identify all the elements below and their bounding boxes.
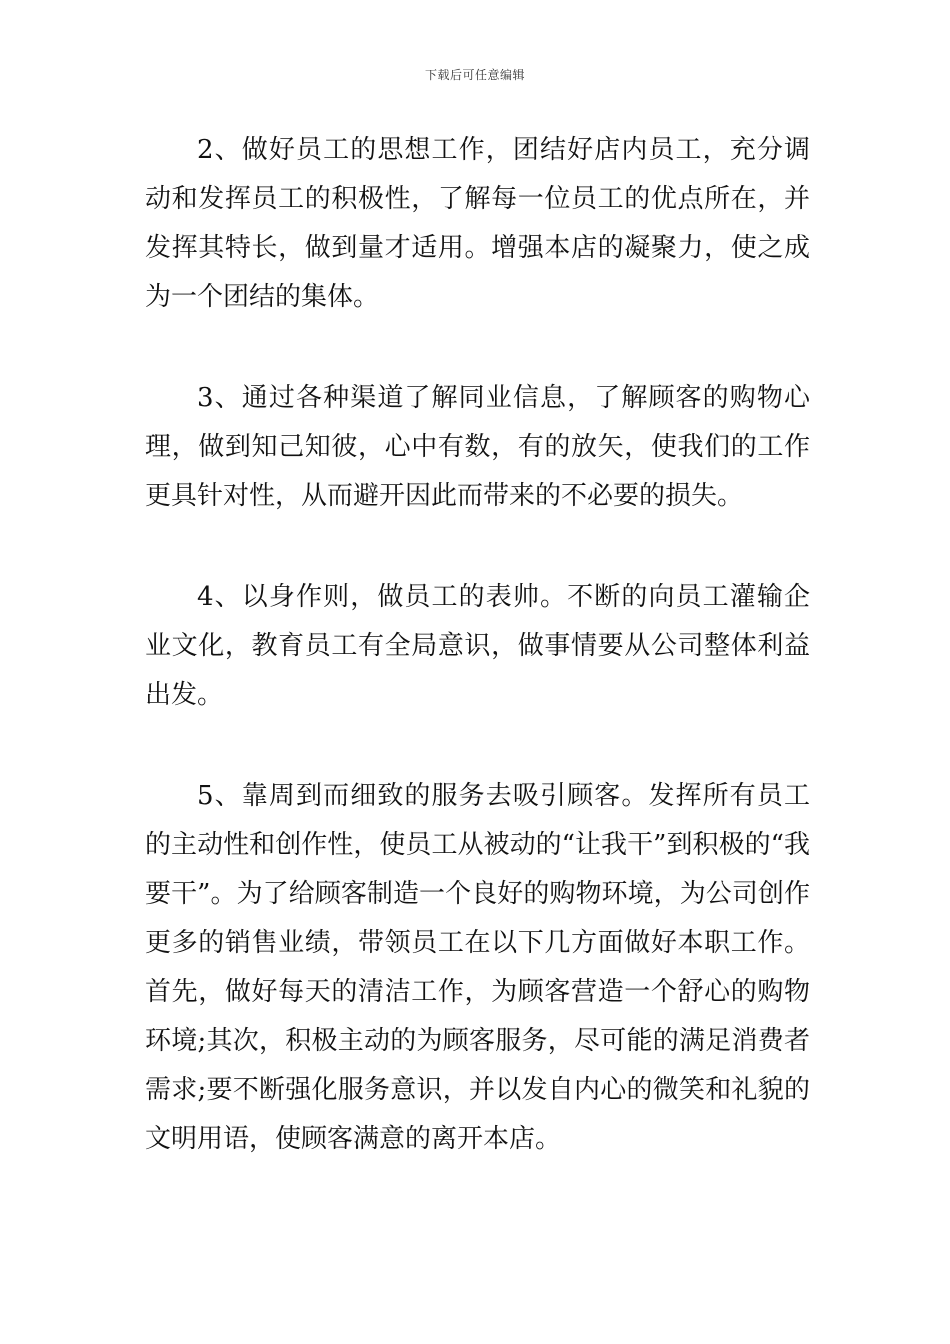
header-note: 下载后可任意编辑 xyxy=(424,68,525,82)
document-body xyxy=(145,126,810,1164)
paragraph-2: 2、做好员工的思想工作，团结好店内员工，充分调动和发挥员工的积极性，了解每一位员工的优点所在，并发挥其特长，做到量才适用。增强本店的凝聚力，使之成为一个团结的集体。 xyxy=(145,135,810,312)
paragraph-3: 3、通过各种渠道了解同业信息，了解顾客的购物心理，做到知己知彼，心中有数，有的放矢，使我们的工作更具针对性，从而避开因此而带来的不必要的损失。 xyxy=(145,383,810,511)
paragraph-4: 4、以身作则，做员工的表帅。不断的向员工灌输企业文化，教育员工有全局意识，做事情要从公司整体利益出发。 xyxy=(145,582,810,710)
paragraph-5: 5、靠周到而细致的服务去吸引顾客。发挥所有员工的主动性和创作性，使员工从被动的“让我干”到积极的“我要干”。为了给顾客制造一个良好的购物环境，为公司创作更多的销售业绩，带领员工在以下几方面做好本职工作。首先，做好每天的清洁工作，为顾客营造一个舒心的购物环境;其次，积极主动的为顾客服务，尽可能的满足消费者需求;要不断强化服务意识，并以发自内心的微笑和礼貌的文明用语，使顾客满意的离开本店。 xyxy=(145,781,810,1154)
